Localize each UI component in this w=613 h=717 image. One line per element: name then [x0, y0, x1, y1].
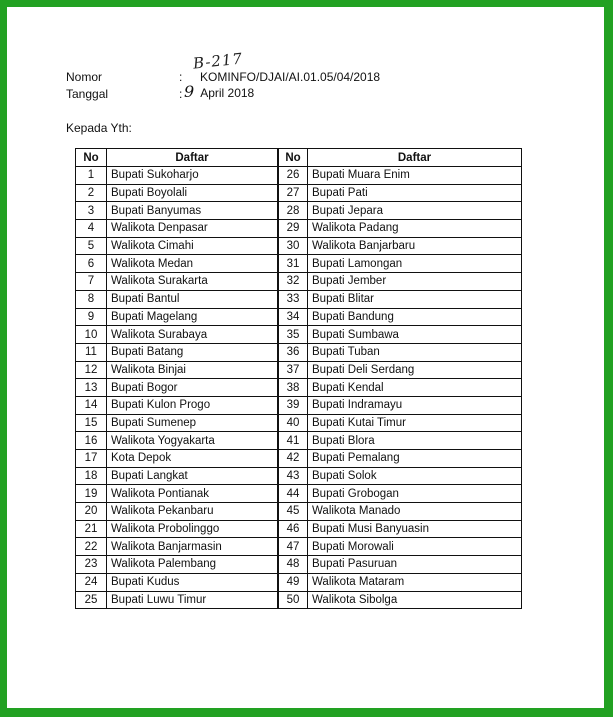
- row-number-left: 24: [76, 573, 107, 591]
- tanggal-month-year: April 2018: [200, 86, 255, 100]
- recipient-name-right: Bupati Sumbawa: [308, 326, 522, 344]
- table-row: [76, 273, 522, 291]
- table-row: [76, 379, 522, 397]
- recipient-name-right: Walikota Sibolga: [308, 591, 522, 609]
- row-number-left: 11: [76, 343, 107, 361]
- recipient-name-left: Walikota Pekanbaru: [107, 503, 279, 521]
- document-page: [7, 7, 604, 708]
- row-number-left: 8: [76, 290, 107, 308]
- row-number-right: 28: [278, 202, 308, 220]
- row-number-left: 19: [76, 485, 107, 503]
- table-row: [76, 167, 522, 185]
- recipient-name-right: Bupati Jepara: [308, 202, 522, 220]
- row-number-right: 36: [278, 343, 308, 361]
- row-number-left: 22: [76, 538, 107, 556]
- row-number-left: 18: [76, 467, 107, 485]
- row-number-left: 23: [76, 556, 107, 574]
- table-row: [76, 343, 522, 361]
- row-number-right: 42: [278, 450, 308, 468]
- table-row: [76, 414, 522, 432]
- table-body: [76, 167, 522, 609]
- table-row: [76, 573, 522, 591]
- recipient-name-left: Walikota Pontianak: [107, 485, 279, 503]
- row-number-left: 2: [76, 184, 107, 202]
- nomor-value: KOMINFO/DJAI/AI.01.05/04/2018: [200, 70, 381, 84]
- recipient-name-right: Bupati Muara Enim: [308, 167, 522, 185]
- tanggal-value-wrap: [184, 82, 255, 101]
- table-row: [76, 237, 522, 255]
- row-number-left: 1: [76, 167, 107, 185]
- row-number-left: 25: [76, 591, 107, 609]
- recipient-name-right: Walikota Padang: [308, 220, 522, 238]
- recipient-name-left: Bupati Bantul: [107, 290, 279, 308]
- table-row: [76, 184, 522, 202]
- recipient-name-right: Bupati Indramayu: [308, 396, 522, 414]
- row-number-right: 35: [278, 326, 308, 344]
- recipient-name-left: Bupati Banyumas: [107, 202, 279, 220]
- row-number-left: 10: [76, 326, 107, 344]
- recipient-name-left: Walikota Surabaya: [107, 326, 279, 344]
- recipient-name-left: Walikota Denpasar: [107, 220, 279, 238]
- row-number-right: 47: [278, 538, 308, 556]
- recipient-name-left: Walikota Medan: [107, 255, 279, 273]
- row-number-right: 41: [278, 432, 308, 450]
- row-number-left: 6: [76, 255, 107, 273]
- row-number-right: 49: [278, 573, 308, 591]
- table-row: [76, 308, 522, 326]
- recipient-name-right: Walikota Manado: [308, 503, 522, 521]
- row-number-right: 40: [278, 414, 308, 432]
- recipient-name-left: Bupati Langkat: [107, 467, 279, 485]
- tanggal-colon: :: [179, 87, 183, 101]
- row-number-left: 17: [76, 450, 107, 468]
- row-number-left: 9: [76, 308, 107, 326]
- recipient-table: [75, 148, 522, 609]
- table-row: [76, 467, 522, 485]
- recipient-name-right: Bupati Kutai Timur: [308, 414, 522, 432]
- recipient-name-right: Bupati Morowali: [308, 538, 522, 556]
- header-no-1: No: [76, 149, 107, 167]
- table-row: [76, 432, 522, 450]
- recipient-name-right: Bupati Grobogan: [308, 485, 522, 503]
- kepada-heading: Kepada Yth:: [66, 121, 132, 135]
- row-number-right: 44: [278, 485, 308, 503]
- recipient-name-left: Bupati Batang: [107, 343, 279, 361]
- recipient-name-left: Bupati Luwu Timur: [107, 591, 279, 609]
- recipient-name-left: Bupati Sukoharjo: [107, 167, 279, 185]
- table-row: [76, 485, 522, 503]
- row-number-left: 7: [76, 273, 107, 291]
- row-number-left: 5: [76, 237, 107, 255]
- recipient-name-right: Bupati Pemalang: [308, 450, 522, 468]
- recipient-name-right: Bupati Blitar: [308, 290, 522, 308]
- row-number-left: 21: [76, 520, 107, 538]
- row-number-right: 43: [278, 467, 308, 485]
- recipient-name-right: Bupati Kendal: [308, 379, 522, 397]
- row-number-right: 48: [278, 556, 308, 574]
- row-number-right: 50: [278, 591, 308, 609]
- recipient-name-left: Bupati Sumenep: [107, 414, 279, 432]
- recipient-name-right: Bupati Pati: [308, 184, 522, 202]
- recipient-name-left: Bupati Bogor: [107, 379, 279, 397]
- recipient-name-left: Walikota Palembang: [107, 556, 279, 574]
- recipient-name-right: Bupati Solok: [308, 467, 522, 485]
- row-number-left: 4: [76, 220, 107, 238]
- row-number-right: 31: [278, 255, 308, 273]
- table-row: [76, 450, 522, 468]
- row-number-right: 39: [278, 396, 308, 414]
- recipient-name-right: Bupati Bandung: [308, 308, 522, 326]
- row-number-right: 34: [278, 308, 308, 326]
- row-number-left: 12: [76, 361, 107, 379]
- table-row: [76, 556, 522, 574]
- table-row: [76, 520, 522, 538]
- row-number-right: 37: [278, 361, 308, 379]
- row-number-left: 14: [76, 396, 107, 414]
- recipient-name-left: Bupati Boyolali: [107, 184, 279, 202]
- row-number-right: 33: [278, 290, 308, 308]
- recipient-name-left: Walikota Surakarta: [107, 273, 279, 291]
- table-row: [76, 220, 522, 238]
- table-row: [76, 591, 522, 609]
- tanggal-label: Tanggal: [66, 87, 109, 101]
- recipient-name-right: Bupati Lamongan: [308, 255, 522, 273]
- recipient-name-left: Walikota Banjarmasin: [107, 538, 279, 556]
- recipient-name-right: Walikota Banjarbaru: [308, 237, 522, 255]
- table-row: [76, 326, 522, 344]
- row-number-right: 30: [278, 237, 308, 255]
- table-row: [76, 538, 522, 556]
- row-number-right: 45: [278, 503, 308, 521]
- recipient-name-left: Walikota Probolinggo: [107, 520, 279, 538]
- handwritten-reference: B-217: [192, 49, 244, 73]
- header-no-2: No: [278, 149, 308, 167]
- recipient-name-left: Bupati Kulon Progo: [107, 396, 279, 414]
- recipient-name-left: Bupati Kudus: [107, 573, 279, 591]
- header-daftar-1: Daftar: [107, 149, 279, 167]
- row-number-right: 26: [278, 167, 308, 185]
- table-row: [76, 396, 522, 414]
- row-number-left: 16: [76, 432, 107, 450]
- recipient-name-right: Bupati Tuban: [308, 343, 522, 361]
- recipient-name-left: Kota Depok: [107, 450, 279, 468]
- row-number-right: 32: [278, 273, 308, 291]
- recipient-name-right: Bupati Pasuruan: [308, 556, 522, 574]
- recipient-name-right: Bupati Jember: [308, 273, 522, 291]
- nomor-colon: :: [179, 70, 183, 84]
- nomor-label: Nomor: [66, 70, 103, 84]
- recipient-name-left: Walikota Yogyakarta: [107, 432, 279, 450]
- table-row: [76, 202, 522, 220]
- row-number-right: 46: [278, 520, 308, 538]
- row-number-left: 3: [76, 202, 107, 220]
- row-number-left: 13: [76, 379, 107, 397]
- row-number-right: 38: [278, 379, 308, 397]
- recipient-name-right: Walikota Mataram: [308, 573, 522, 591]
- table-row: [76, 255, 522, 273]
- header-daftar-2: Daftar: [308, 149, 522, 167]
- recipient-name-right: Bupati Blora: [308, 432, 522, 450]
- row-number-left: 15: [76, 414, 107, 432]
- tanggal-day-handwritten: 9: [184, 82, 195, 101]
- table-row: [76, 290, 522, 308]
- recipient-name-left: Walikota Cimahi: [107, 237, 279, 255]
- recipient-name-left: Bupati Magelang: [107, 308, 279, 326]
- recipient-name-right: Bupati Musi Banyuasin: [308, 520, 522, 538]
- table-header-row: [76, 149, 522, 167]
- row-number-right: 29: [278, 220, 308, 238]
- row-number-right: 27: [278, 184, 308, 202]
- recipient-name-left: Walikota Binjai: [107, 361, 279, 379]
- row-number-left: 20: [76, 503, 107, 521]
- table-row: [76, 361, 522, 379]
- recipient-name-right: Bupati Deli Serdang: [308, 361, 522, 379]
- table-row: [76, 503, 522, 521]
